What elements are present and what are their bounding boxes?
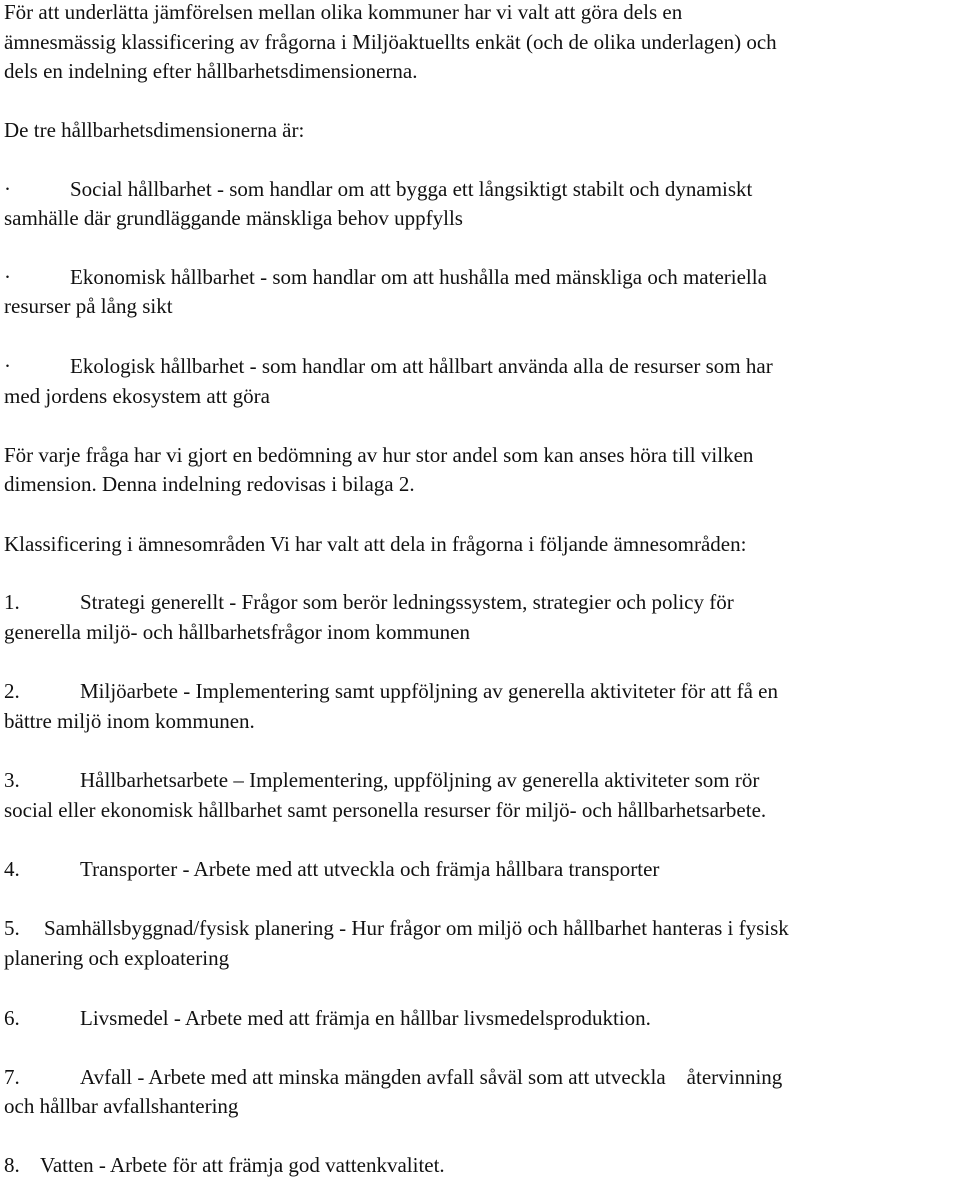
area-text: Miljöarbete - Implementering samt uppföljning av generella aktiviteter för att få en — [80, 679, 778, 703]
intro-line: dels en indelning efter hållbarhetsdimensionerna. — [4, 59, 418, 83]
area-item — [4, 592, 734, 613]
dimension-item-continuation: samhälle där grundläggande mänskliga behov uppfylls — [4, 206, 463, 230]
area-text: Hållbarhetsarbete – Implementering, uppföljning av generella aktiviteter som rör — [80, 768, 760, 792]
dimension-text: Ekologisk hållbarhet - som handlar om att hållbart använda alla de resurser som har — [70, 354, 773, 378]
area-text: Transporter - Arbete med att utveckla och främja hållbara transporter — [80, 857, 660, 881]
area-text: Vatten - Arbete för att främja god vattenkvalitet. — [40, 1153, 445, 1177]
area-number: 7. — [4, 1065, 20, 1089]
dimension-item-continuation: med jordens ekosystem att göra — [4, 384, 270, 408]
dimension-item — [4, 267, 767, 288]
dimension-text: Ekonomisk hållbarhet - som handlar om att hushålla med mänskliga och materiella — [70, 265, 767, 289]
area-item-continuation: och hållbar avfallshantering — [4, 1094, 239, 1118]
area-item-continuation: social eller ekonomisk hållbarhet samt personella resurser för miljö- och hållbarhetsarbete. — [4, 798, 767, 822]
area-text: Samhällsbyggnad/fysisk planering - Hur frågor om miljö och hållbarhet hanteras i fysisk — [44, 916, 789, 940]
area-item — [4, 1155, 445, 1176]
classification-heading: Klassificering i ämnesområden Vi har valt att dela in frågorna i följande ämnesområden: — [4, 532, 747, 556]
area-number: 6. — [4, 1006, 20, 1030]
area-number: 5. — [4, 916, 20, 940]
area-number: 3. — [4, 768, 20, 792]
area-number: 1. — [4, 590, 20, 614]
dimension-item — [4, 356, 773, 377]
area-number: 4. — [4, 857, 20, 881]
dimensions-heading: De tre hållbarhetsdimensionerna är: — [4, 118, 305, 142]
dimension-item-continuation: resurser på lång sikt — [4, 294, 173, 318]
area-item-continuation: bättre miljö inom kommunen. — [4, 709, 255, 733]
area-item — [4, 918, 789, 939]
area-text: Livsmedel - Arbete med att främja en hållbar livsmedelsproduktion. — [80, 1006, 651, 1030]
area-item-continuation: planering och exploatering — [4, 946, 230, 970]
area-item — [4, 1067, 782, 1088]
area-item — [4, 1008, 651, 1029]
assessment-line: För varje fråga har vi gjort en bedömning av hur stor andel som kan anses höra till vilken — [4, 443, 754, 467]
area-number: 8. — [4, 1153, 20, 1177]
area-text: Strategi generellt - Frågor som berör ledningssystem, strategier och policy för — [80, 590, 734, 614]
bullet-marker: · — [4, 354, 11, 378]
bullet-marker: · — [4, 265, 11, 289]
area-text: Avfall - Arbete med att minska mängden avfall såväl som att utveckla återvinning — [80, 1065, 783, 1089]
area-item-continuation: generella miljö- och hållbarhetsfrågor inom kommunen — [4, 620, 470, 644]
assessment-line: dimension. Denna indelning redovisas i bilaga 2. — [4, 472, 415, 496]
bullet-marker: · — [4, 177, 11, 201]
dimension-item — [4, 179, 752, 200]
intro-line: För att underlätta jämförelsen mellan olika kommuner har vi valt att göra dels en — [4, 0, 683, 24]
dimension-text: Social hållbarhet - som handlar om att bygga ett långsiktigt stabilt och dynamiskt — [70, 177, 753, 201]
area-number: 2. — [4, 679, 20, 703]
area-item — [4, 681, 778, 702]
intro-line: ämnesmässig klassificering av frågorna i Miljöaktuellts enkät (och de olika underlagen) och — [4, 30, 777, 54]
area-item — [4, 770, 759, 791]
area-item — [4, 859, 659, 880]
